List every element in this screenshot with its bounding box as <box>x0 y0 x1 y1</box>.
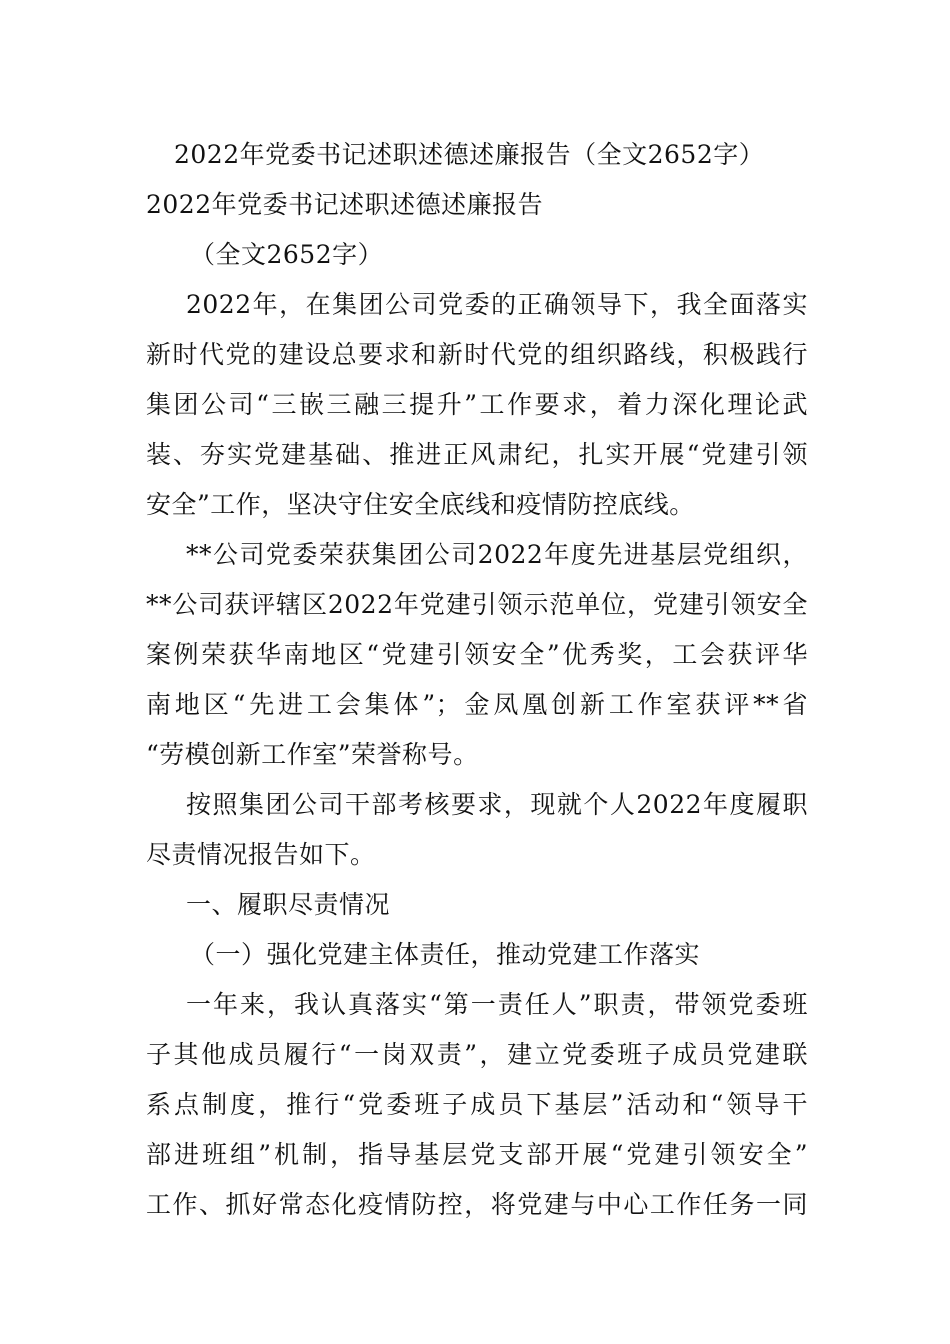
paragraph-line: 装、夯实党建基础、推进正风肃纪，扎实开展“党建引领 <box>146 440 808 469</box>
paragraph-3 <box>146 780 808 880</box>
paragraph-line: 新时代党的建设总要求和新时代党的组织路线，积极践行 <box>146 340 808 369</box>
paragraph-line: 2022年，在集团公司党委的正确领导下，我全面落实 <box>186 290 808 319</box>
paragraph-line: 南地区“先进工会集体”；金凤凰创新工作室获评**省 <box>146 690 808 719</box>
document-body <box>146 130 808 1230</box>
paragraph-line: **公司获评辖区2022年党建引领示范单位，党建引领安全 <box>146 590 808 619</box>
paragraph-4 <box>146 980 808 1230</box>
document-subtitle: 2022年党委书记述职述德述廉报告 <box>146 190 544 219</box>
paragraph-line: 安全”工作，坚决守住安全底线和疫情防控底线。 <box>146 490 695 519</box>
paragraph-line: 工作、抓好常态化疫情防控，将党建与中心工作任务一同 <box>146 1190 808 1219</box>
paragraph-1 <box>146 280 808 530</box>
paragraph-line: 一年来，我认真落实“第一责任人”职责，带领党委班 <box>186 990 808 1019</box>
paragraph-line: 系点制度，推行“党委班子成员下基层”活动和“领导干 <box>146 1090 808 1119</box>
paragraph-line: 集团公司“三嵌三融三提升”工作要求，着力深化理论武 <box>146 390 808 419</box>
paragraph-line: “劳模创新工作室”荣誉称号。 <box>146 740 479 769</box>
section-heading: 一、履职尽责情况 <box>186 890 391 919</box>
paragraph-2 <box>146 530 808 780</box>
paragraph-line: 部进班组”机制，指导基层党支部开展“党建引领安全” <box>146 1140 808 1169</box>
document-wordcount: （全文2652字） <box>190 240 384 269</box>
paragraph-line: 案例荣获华南地区“党建引领安全”优秀奖，工会获评华 <box>146 640 808 669</box>
paragraph-line: **公司党委荣获集团公司2022年度先进基层党组织， <box>186 540 808 569</box>
subsection-heading: （一）强化党建主体责任，推动党建工作落实 <box>190 940 701 969</box>
paragraph-line: 子其他成员履行“一岗双责”，建立党委班子成员党建联 <box>146 1040 808 1069</box>
paragraph-line: 尽责情况报告如下。 <box>146 840 376 869</box>
document-title: 2022年党委书记述职述德述廉报告（全文2652字） <box>174 140 765 169</box>
paragraph-line: 按照集团公司干部考核要求，现就个人2022年度履职 <box>186 790 808 819</box>
